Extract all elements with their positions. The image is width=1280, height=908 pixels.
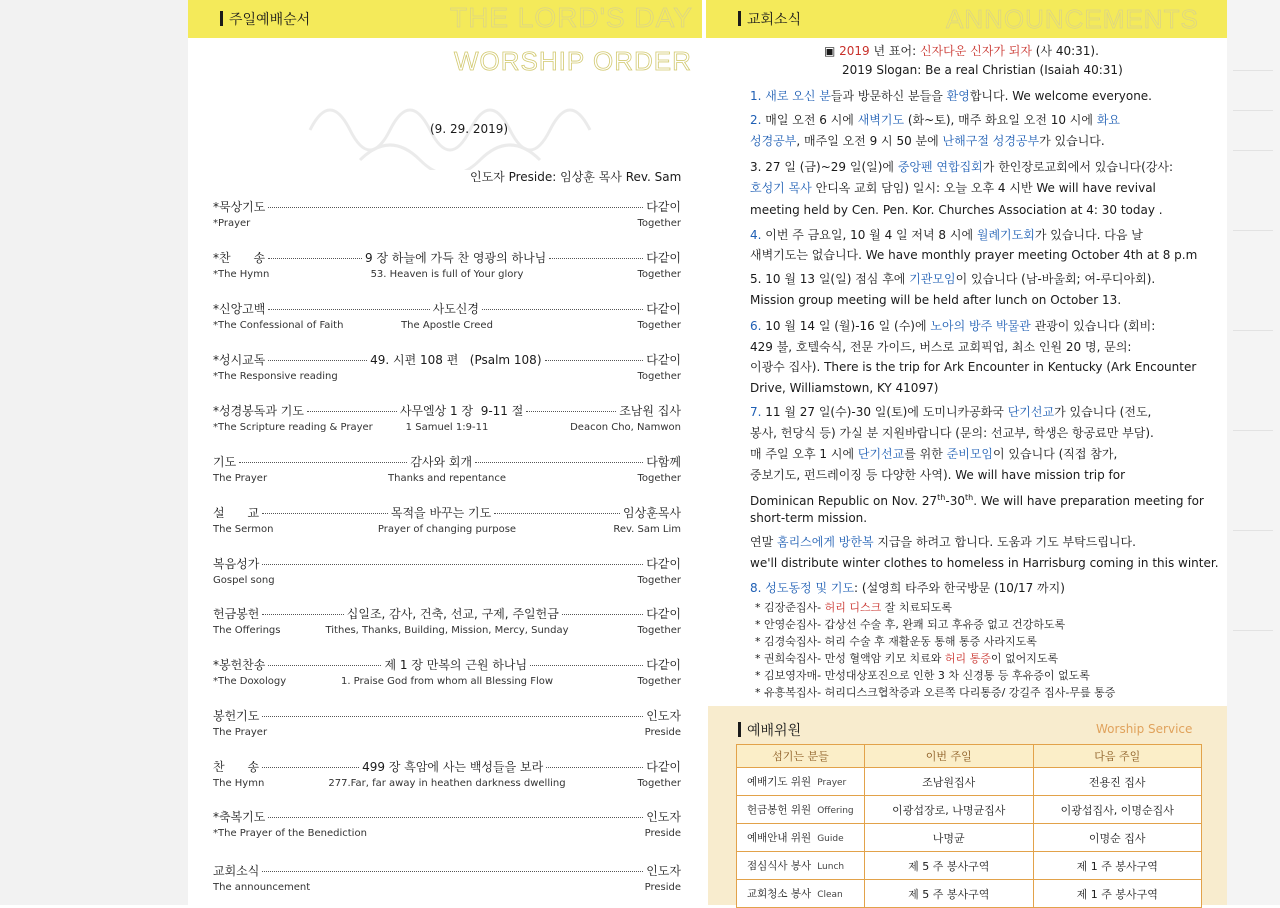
item-content-ko: 9 장 하늘에 가득 찬 영광의 하나님 — [365, 251, 547, 265]
item-leader-ko: 인도자 — [646, 864, 681, 878]
item-label-en: *The Scripture reading & Prayer — [213, 422, 373, 433]
dot-leader — [268, 665, 381, 666]
item-label-en: *The Responsive reading — [213, 371, 338, 382]
dot-leader — [262, 614, 343, 615]
table-row — [737, 768, 1202, 796]
item-label-ko: *봉헌찬송 — [213, 658, 266, 672]
dot-leader — [262, 716, 643, 717]
worship-service-title: 예배위원 — [738, 720, 801, 740]
item-content-ko: 499 장 흑암에 사는 백성들을 보라 — [362, 760, 544, 774]
dot-leader — [268, 258, 362, 259]
worship-order-en-title: WORSHIP ORDER — [454, 46, 692, 76]
item-leader-en: Preside — [644, 727, 681, 738]
worship-order-item — [213, 351, 681, 391]
item-label-ko: *성시교독 — [213, 353, 266, 367]
dot-leader — [482, 309, 643, 310]
item-content-ko: 십일조, 감사, 건축, 선교, 구제, 주일헌금 — [346, 607, 559, 621]
announcement-3-cont2: meeting held by Cen. Pen. Kor. Churches Association at 4: 30 today . — [750, 203, 1163, 217]
announcement-6-cont: 429 불, 호텔숙식, 전문 가이드, 버스로 교회픽업, 최소 인원 20 명, 문의: — [750, 340, 1132, 354]
announcement-3: 3. 27 일 (금)~29 일(일)에 중앙펜 연합집회가 한인장로교회에서 있습니다(강사: — [750, 160, 1174, 174]
announcement-7-cont: 봉사, 헌당식 등) 가실 분 지원바랍니다 (문의: 선교부, 학생은 항공료만 부담). — [750, 426, 1154, 440]
item-label-en: The Prayer — [213, 727, 268, 738]
dot-leader — [307, 411, 397, 412]
service-role: 예배안내 위원 Guide — [737, 824, 865, 852]
item-leader-ko: 인도자 — [646, 810, 681, 824]
announcement-2: 2. 매일 오전 6 시에 새벽기도 (화~토), 매주 화요일 오전 10 시에 화요 — [750, 113, 1120, 127]
item-content-en: Prayer of changing purpose — [377, 524, 517, 535]
worship-order-item — [213, 198, 681, 238]
prayer-request-item: * 김보영자매- 만성대상포진으로 인한 3 차 신경통 등 후유증이 없도록 — [755, 669, 1090, 682]
prayer-request-item: * 김장준집사- 허리 디스크 잘 치료되도록 — [755, 601, 952, 614]
announcement-1: 1. 새로 오신 분들과 방문하신 분들을 환영합니다. We welcome everyone. — [750, 89, 1152, 103]
slogan-en: 2019 Slogan: Be a real Christian (Isaiah 40:31) — [842, 63, 1123, 77]
item-content-en: 53. Heaven is full of Your glory — [370, 269, 524, 280]
dot-leader — [549, 258, 643, 259]
item-content-en: Tithes, Thanks, Building, Mission, Mercy, Sunday — [325, 625, 569, 636]
worship-order-header — [188, 0, 702, 38]
item-label-en: The Prayer — [213, 473, 268, 484]
item-label-ko: *묵상기도 — [213, 200, 266, 214]
announcement-7-cont4: Dominican Republic on Nov. 27th-30th. We will have preparation meeting for — [750, 493, 1204, 508]
announcement-5-cont: Mission group meeting will be held after lunch on October 13. — [750, 293, 1122, 307]
item-content-en: 1. Praise God from whom all Blessing Flow — [340, 676, 554, 687]
announcement-7-cont3: 중보기도, 펀드레이징 등 다양한 사역). We will have mission trip for — [750, 468, 1126, 482]
worship-order-item — [213, 249, 681, 289]
item-label-ko: *신앙고백 — [213, 302, 266, 316]
slogan-ko: ▣ 2019 년 표어: 신자다운 신자가 되자 (사 40:31). — [824, 44, 1099, 58]
dot-leader — [546, 767, 643, 768]
table-row — [737, 796, 1202, 824]
worship-order-item — [213, 605, 681, 645]
item-content-ko: 감사와 회개 — [410, 455, 473, 469]
dot-leader — [530, 665, 643, 666]
announcement-6-cont2: 이광수 집사). There is the trip for Ark Encounter in Kentucky (Ark Encounter — [750, 360, 1197, 374]
item-leader-en: Together — [637, 269, 681, 280]
item-leader-ko: 다같이 — [646, 200, 681, 214]
item-label-ko: 봉헌기도 — [213, 709, 260, 723]
service-this-week: 제 5 주 봉사구역 — [865, 852, 1034, 880]
announcement-6-cont3: Drive, Williamstown, KY 41097) — [750, 381, 939, 395]
dot-leader — [239, 462, 407, 463]
dot-leader — [262, 871, 643, 872]
item-label-en: *The Confessional of Faith — [213, 320, 344, 331]
announcements-title: 교회소식 — [747, 12, 802, 28]
worship-service-en-title: Worship Service — [1096, 722, 1193, 736]
item-content-en: 1 Samuel 1:9-11 — [405, 422, 489, 433]
announcement-winter-clothes: 연말 홈리스에게 방한복 지급을 하려고 합니다. 도움과 기도 부탁드립니다. — [750, 535, 1136, 549]
worship-order-item — [213, 707, 681, 747]
item-content-en: The Apostle Creed — [401, 320, 493, 331]
worship-order-item — [213, 300, 681, 340]
dot-leader — [494, 513, 620, 514]
service-this-week: 조남원집사 — [865, 768, 1034, 796]
dot-leader — [262, 767, 359, 768]
announcement-6: 6. 10 월 14 일 (월)-16 일 (수)에 노아의 방주 박물관 관광이 있습니다 (회비: — [750, 319, 1156, 333]
dot-leader — [268, 207, 643, 208]
dot-leader — [268, 360, 367, 361]
service-role: 예배기도 위원 Prayer — [737, 768, 865, 796]
item-leader-en: Together — [637, 371, 681, 382]
dot-leader — [262, 564, 643, 565]
item-leader-ko: 다같이 — [646, 302, 681, 316]
worship-order-title: 주일예배순서 — [229, 12, 311, 28]
item-leader-en: Together — [637, 320, 681, 331]
announcements-header — [706, 0, 1227, 38]
worship-order-item — [213, 758, 681, 798]
item-label-en: Gospel song — [213, 575, 275, 586]
prayer-request-item: * 김경숙집사- 허리 수술 후 재활운동 통해 통증 사라지도록 — [755, 635, 1037, 648]
service-date: (9. 29. 2019) — [430, 122, 509, 136]
item-leader-ko: 임상훈목사 — [623, 506, 682, 520]
table-row — [737, 880, 1202, 908]
item-leader-ko: 다같이 — [646, 353, 682, 367]
prayer-request-item: * 유흥복집사- 허리디스크협착증과 오른쪽 다리통증/ 강길주 집사-무릎 통증 — [755, 686, 1116, 699]
item-label-en: *The Prayer of the Benediction — [213, 828, 367, 839]
item-content-ko: 목적을 바꾸는 기도 — [390, 506, 492, 520]
item-leader-ko: 다같이 — [646, 251, 682, 265]
item-label-en: *The Hymn — [213, 269, 270, 280]
item-label-ko: 찬 송 — [213, 760, 260, 774]
item-leader-ko: 인도자 — [646, 709, 681, 723]
item-leader-ko: 다같이 — [646, 658, 682, 672]
service-next-week: 전용진 집사 — [1033, 768, 1202, 796]
item-label-ko: 기도 — [213, 455, 237, 469]
announcement-4-cont: 새벽기도는 없습니다. We have monthly prayer meeting October 4th at 8 p.m — [750, 248, 1198, 262]
item-leader-ko: 다같이 — [646, 607, 681, 621]
item-label-ko: 설 교 — [213, 506, 260, 520]
preside-line: 인도자 Preside: 임상훈 목사 Rev. Sam — [470, 170, 682, 184]
service-this-week: 이광섭장로, 나명균집사 — [865, 796, 1034, 824]
dot-leader — [262, 513, 388, 514]
announcements-en-title: ANNOUNCEMENTS — [946, 4, 1199, 34]
dot-leader — [475, 462, 643, 463]
item-leader-en: Together — [637, 218, 681, 229]
item-label-ko: 복음성가 — [213, 557, 260, 571]
item-label-en: *Prayer — [213, 218, 251, 229]
dot-leader — [526, 411, 616, 412]
dot-leader — [545, 360, 644, 361]
service-this-week: 제 5 주 봉사구역 — [865, 880, 1034, 908]
service-next-week: 제 1 주 봉사구역 — [1033, 852, 1202, 880]
worship-service-table — [736, 744, 1202, 908]
item-leader-en: Together — [637, 575, 681, 586]
item-leader-ko: 다같이 — [646, 557, 681, 571]
service-role: 교회청소 봉사 Clean — [737, 880, 865, 908]
col-header-servers: 섬기는 분들 — [737, 745, 865, 768]
item-leader-en: Together — [637, 778, 681, 789]
lords-day-title: THE LORD'S DAY — [450, 2, 693, 33]
service-role: 헌금봉헌 위원 Offering — [737, 796, 865, 824]
service-role: 점심식사 봉사 Lunch — [737, 852, 865, 880]
announcement-3-cont: 호성기 목사 안디옥 교회 담임) 일시: 오늘 오후 4 시반 We will have revival — [750, 181, 1156, 195]
table-row — [737, 852, 1202, 880]
worship-order-item — [213, 402, 681, 442]
item-leader-ko: 다같이 — [646, 760, 682, 774]
item-label-ko: *성경봉독과 기도 — [213, 404, 304, 418]
worship-order-item — [213, 504, 681, 544]
announcement-7: 7. 11 월 27 일(수)-30 일(토)에 도미니카공화국 단기선교가 있습니다 (전도, — [750, 405, 1152, 419]
worship-order-item — [213, 808, 681, 848]
item-leader-ko: 다함께 — [646, 455, 681, 469]
prayer-request-item: * 권희숙집사- 만성 혈액암 키모 치료와 허리 통증이 없어지도록 — [755, 652, 1059, 665]
col-header-this-week: 이번 주일 — [865, 745, 1034, 768]
item-label-en: The announcement — [213, 882, 311, 893]
item-leader-en: Rev. Sam Lim — [613, 524, 681, 535]
announcement-2-cont: 성경공부, 매주일 오전 9 시 50 분에 난해구절 성경공부가 있습니다. — [750, 134, 1105, 148]
item-label-en: The Hymn — [213, 778, 265, 789]
scan-margin-left — [0, 0, 190, 905]
item-leader-en: Preside — [644, 882, 681, 893]
worship-order-item — [213, 862, 681, 902]
item-leader-en: Deacon Cho, Namwon — [570, 422, 681, 433]
announcement-winter-clothes-en: we'll distribute winter clothes to homeless in Harrisburg coming in this winter. — [750, 556, 1219, 570]
service-next-week: 제 1 주 봉사구역 — [1033, 880, 1202, 908]
worship-order-item — [213, 656, 681, 696]
item-content-en: 277.Far, far away in heathen darkness dwelling — [328, 778, 566, 789]
service-next-week: 이명순 집사 — [1033, 824, 1202, 852]
scan-margin-right — [1227, 0, 1280, 905]
item-label-ko: *축복기도 — [213, 810, 266, 824]
item-label-ko: 교회소식 — [213, 864, 260, 878]
col-header-next-week: 다음 주일 — [1033, 745, 1202, 768]
worship-order-item — [213, 555, 681, 595]
item-content-ko: 사도신경 — [432, 302, 479, 316]
item-content-ko: 사무엘상 1 장 9-11 절 — [399, 404, 524, 418]
item-content-en: Thanks and repentance — [387, 473, 507, 484]
item-leader-en: Together — [637, 625, 681, 636]
prayer-request-item: * 안영순집사- 갑상선 수술 후, 완쾌 되고 후유증 없고 건강하도록 — [755, 618, 1066, 631]
dot-leader — [268, 309, 429, 310]
worship-order-item — [213, 453, 681, 493]
announcement-5: 5. 10 월 13 일(일) 점심 후에 기관모임이 있습니다 (남-바울회; 여-루디아회). — [750, 272, 1156, 286]
item-label-en: *The Doxology — [213, 676, 287, 687]
service-next-week: 이광섭집사, 이명순집사 — [1033, 796, 1202, 824]
item-label-ko: 헌금봉헌 — [213, 607, 260, 621]
item-content-ko: 제 1 장 만복의 근원 하나님 — [384, 658, 528, 672]
item-leader-ko: 조남원 집사 — [619, 404, 681, 418]
item-leader-en: Together — [637, 473, 681, 484]
announcement-8: 8. 성도동정 및 기도: (설영희 타주와 한국방문 (10/17 까지) — [750, 581, 1065, 595]
dot-leader — [268, 817, 643, 818]
item-leader-en: Together — [637, 676, 681, 687]
announcement-4: 4. 이번 주 금요일, 10 월 4 일 저녁 8 시에 월례기도회가 있습니다. 다음 날 — [750, 228, 1143, 242]
table-row — [737, 824, 1202, 852]
item-leader-en: Preside — [644, 828, 681, 839]
item-label-en: The Sermon — [213, 524, 274, 535]
item-content-ko: 49. 시편 108 편 (Psalm 108) — [370, 353, 542, 367]
item-label-ko: *찬 송 — [213, 251, 266, 265]
service-this-week: 나명균 — [865, 824, 1034, 852]
announcement-7-cont5: short-term mission. — [750, 511, 868, 525]
announcement-7-cont2: 매 주일 오후 1 시에 단기선교를 위한 준비모임이 있습니다 (직접 참가, — [750, 447, 1118, 461]
dot-leader — [562, 614, 643, 615]
item-label-en: The Offerings — [213, 625, 281, 636]
